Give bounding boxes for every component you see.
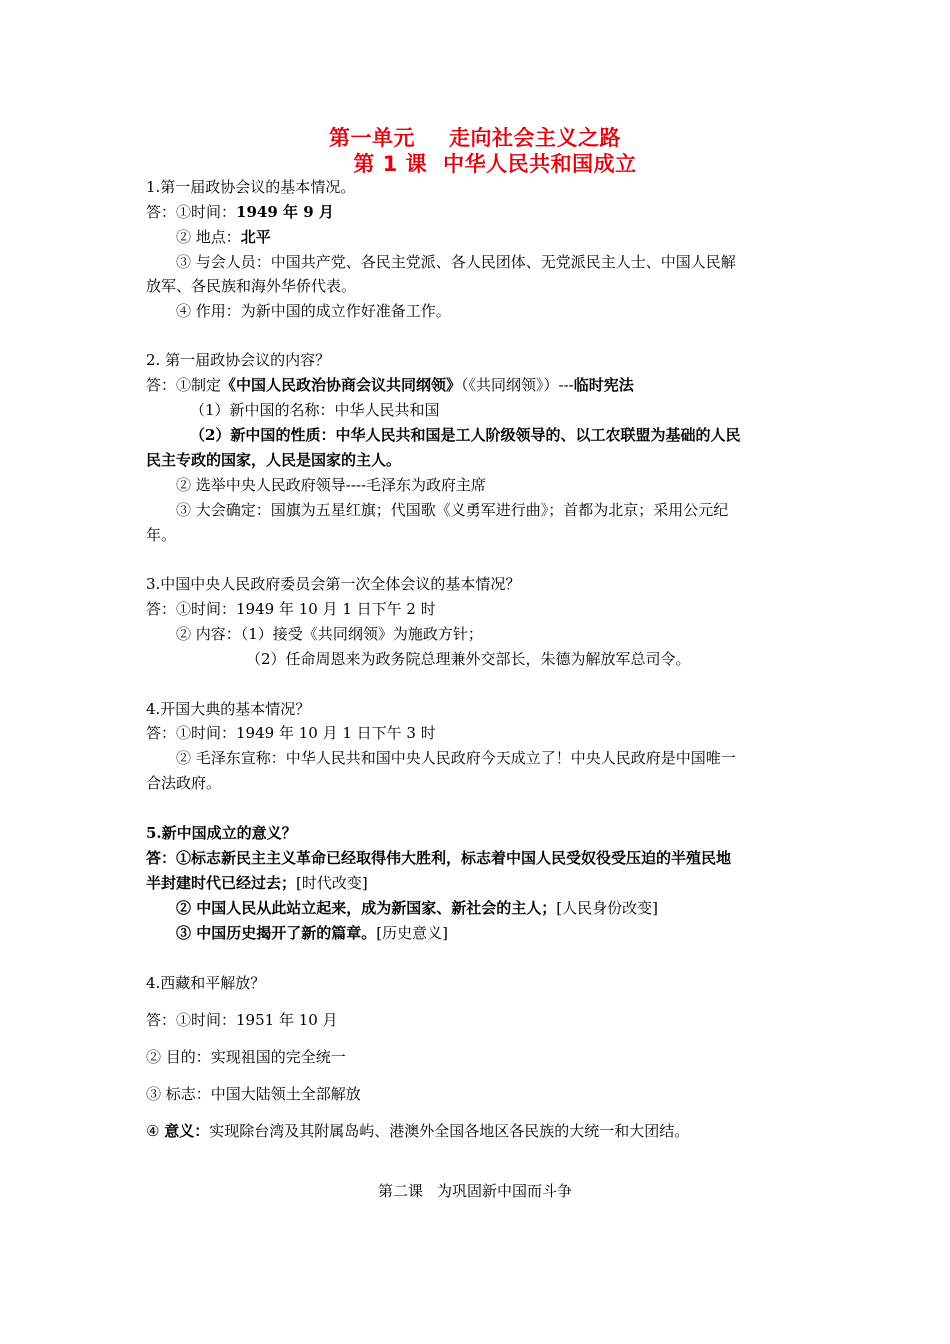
q4-answer-declaration-1: ② 毛泽东宣称：中华人民共和国中央人民政府今天成立了！中央人民政府是中国唯一 (176, 749, 736, 767)
q6-answer-purpose: ② 目的：实现祖国的完全统一 (146, 1048, 346, 1066)
q4-answer-time: 答：①时间：1949 年 10 月 1 日下午 3 时 (146, 724, 436, 742)
q4-question: 4.开国大典的基本情况？ (146, 700, 311, 718)
q2-sub-nature-1: （2）新中国的性质：中华人民共和国是工人阶级领导的、以工农联盟为基础的人民 (190, 426, 741, 444)
q6-answer-symbol: ③ 标志：中国大陆领土全部解放 (146, 1085, 361, 1103)
note-historic-meaning: [历史意义] (376, 924, 448, 942)
q6-answer-significance: ④ 意义：实现除台湾及其附属岛屿、港澳外全国各地区各民族的大统一和大团结。 (146, 1122, 690, 1140)
q3-answer-time: 答：①时间：1949 年 10 月 1 日下午 2 时 (146, 600, 436, 618)
q2-answer-elect: ② 选举中央人民政府领导----毛泽东为政府主席 (176, 476, 487, 494)
q5-answer-3: ③ 中国历史揭开了新的篇章。[历史意义] (176, 924, 448, 942)
q1-answer-time: 答：①时间：1949 年 9 月 (146, 203, 334, 221)
q2-sub-name: （1）新中国的名称：中华人民共和国 (190, 401, 440, 419)
lesson-title (0, 148, 950, 178)
q5-answer-1-line1: 答：①标志新民主主义革命已经取得伟大胜利，标志着中国人民受奴役受压迫的半殖民地 (146, 849, 732, 867)
q2-answer-charter: 答：①制定《中国人民政治协商会议共同纲领》（《共同纲领》）---临时宪法 (146, 376, 634, 394)
q4-answer-declaration-2: 合法政府。 (146, 774, 222, 792)
next-lesson-title: 第二课 为巩固新中国而斗争 (377, 1182, 573, 1200)
lesson-name: 中华人民共和国成立 (443, 152, 637, 176)
q1-answer-place: ② 地点：北平 (176, 228, 271, 246)
lesson-number: 第 1 课 (353, 152, 428, 176)
note-era-change: [时代改变] (296, 874, 368, 892)
unit-number: 第一单元 (329, 126, 415, 150)
q1-question: 1.第一届政协会议的基本情况。 (146, 178, 356, 196)
q3-answer-content-2: （2）任命周恩来为政务院总理兼外交部长，朱德为解放军总司令。 (246, 650, 691, 668)
q1-answer-role: ④ 作用：为新中国的成立作好准备工作。 (176, 302, 451, 320)
q5-question: 5.新中国成立的意义？ (146, 824, 297, 842)
q6-answer-time: 答：①时间：1951 年 10 月 (146, 1011, 338, 1029)
q5-answer-2: ② 中国人民从此站立起来，成为新国家、新社会的主人；[人民身份改变] (176, 899, 658, 917)
q3-question: 3.中国中央人民政府委员会第一次全体会议的基本情况？ (146, 575, 521, 593)
q3-answer-content: ② 内容：（1）接受《共同纲领》为施政方针； (176, 625, 483, 643)
unit-name: 走向社会主义之路 (449, 126, 621, 150)
q2-question: 2. 第一届政协会议的内容？ (146, 351, 331, 369)
q5-answer-1-line2: 半封建时代已经过去；[时代改变] (146, 874, 368, 892)
q2-answer-decide-1: ③ 大会确定：国旗为五星红旗；代国歌《义勇军进行曲》；首都为北京；采用公元纪 (176, 501, 729, 519)
q6-question: 4.西藏和平解放？ (146, 974, 266, 992)
q2-sub-nature-2: 民主专政的国家，人民是国家的主人。 (146, 451, 402, 469)
q2-answer-decide-2: 年。 (146, 526, 177, 544)
note-people-change: [人民身份改变] (556, 899, 658, 917)
q1-answer-attendees-1: ③ 与会人员：中国共产党、各民主党派、各人民团体、无党派民主人士、中国人民解 (176, 253, 736, 271)
q1-answer-attendees-2: 放军、各民族和海外华侨代表。 (146, 277, 357, 295)
